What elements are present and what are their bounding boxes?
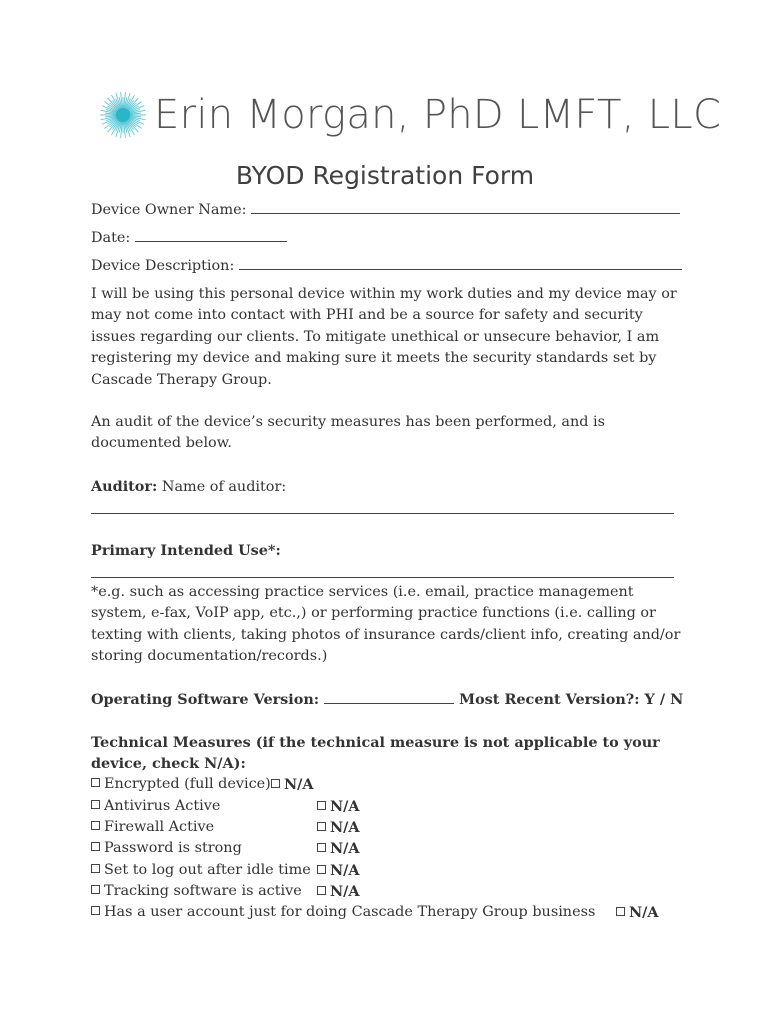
form-title: BYOD Registration Form [235, 161, 535, 190]
device-description-field[interactable] [91, 255, 682, 277]
audit-paragraph: An audit of the device’s security measures has been performed, and is documented below. [91, 414, 605, 452]
auditor-label: Auditor: [91, 478, 158, 495]
measure-label: Antivirus Active [104, 798, 221, 814]
na-checkbox[interactable] [317, 886, 326, 895]
na-label: N/A [330, 798, 360, 815]
measure-row[interactable] [91, 774, 314, 795]
measure-checkbox[interactable] [91, 842, 100, 851]
measure-checkbox[interactable] [91, 906, 100, 915]
na-checkbox[interactable] [317, 801, 326, 810]
recent-version-label[interactable]: Most Recent Version?: Y / N [459, 691, 684, 708]
na-checkbox[interactable] [317, 865, 326, 874]
measure-checkbox[interactable] [91, 800, 100, 809]
measure-row[interactable] [91, 817, 360, 838]
owner-name-label: Device Owner Name: [91, 202, 247, 218]
os-version-label: Operating Software Version: [91, 691, 320, 708]
os-version-blank[interactable] [324, 689, 454, 704]
na-checkbox[interactable] [317, 822, 326, 831]
primary-use-label: Primary Intended Use*: [91, 542, 281, 559]
na-label: N/A [330, 819, 360, 836]
na-label: N/A [330, 840, 360, 857]
date-label: Date: [91, 230, 131, 246]
measure-label: Has a user account just for doing Cascade Therapy Group business [104, 904, 596, 920]
os-version-row [91, 689, 683, 710]
measure-label: Set to log out after idle time [104, 862, 311, 878]
measure-checkbox[interactable] [91, 778, 100, 787]
date-blank[interactable] [135, 227, 287, 242]
measure-row[interactable] [91, 881, 360, 902]
measure-row[interactable] [91, 796, 360, 817]
starburst-icon [98, 90, 148, 140]
na-checkbox[interactable] [616, 907, 625, 916]
na-label: N/A [629, 904, 659, 921]
measure-checkbox[interactable] [91, 885, 100, 894]
na-label: N/A [330, 862, 360, 879]
owner-name-field[interactable] [91, 199, 680, 221]
technical-measures-heading: Technical Measures (if the technical measure is not applicable to your device, check N/A): [91, 734, 660, 773]
na-checkbox[interactable] [271, 779, 280, 788]
measure-row[interactable] [91, 860, 360, 881]
measure-label: Encrypted (full device) [104, 776, 271, 792]
device-description-label: Device Description: [91, 258, 235, 274]
company-name: Erin Morgan, PhD LMFT, LLC [154, 92, 722, 138]
primary-use-blank[interactable] [91, 577, 674, 578]
letterhead [98, 88, 721, 142]
measure-row[interactable] [91, 838, 360, 859]
device-description-blank[interactable] [239, 255, 682, 270]
measure-label: Firewall Active [104, 819, 215, 835]
measure-checkbox[interactable] [91, 821, 100, 830]
primary-use-note: *e.g. such as accessing practice services (i.e. email, practice management system, e-fax, VoIP app, etc.,) or performing practice functions (i.e. calling or texting with clients, taking photos of insurance cards/client info, creating and/or storing documentation/records.) [91, 584, 681, 665]
auditor-name-blank[interactable] [91, 513, 674, 514]
intro-paragraph: I will be using this personal device within my work duties and my device may or may not come into contact with PHI and be a source for safety and security issues regarding our clients. To mitigate unethical or unsecure behavior, I am registering my device and making sure it meets the security standards set by Cascade Therapy Group. [91, 286, 677, 388]
date-field[interactable] [91, 227, 287, 249]
na-checkbox[interactable] [317, 843, 326, 852]
na-label: N/A [330, 883, 360, 900]
auditor-row [91, 476, 286, 498]
measure-checkbox[interactable] [91, 864, 100, 873]
na-label: N/A [284, 776, 314, 793]
measure-label: Tracking software is active [104, 883, 302, 899]
measure-label: Password is strong [104, 840, 242, 856]
owner-name-blank[interactable] [251, 199, 680, 214]
measure-row[interactable] [91, 902, 659, 923]
auditor-prompt: Name of auditor: [161, 479, 287, 495]
